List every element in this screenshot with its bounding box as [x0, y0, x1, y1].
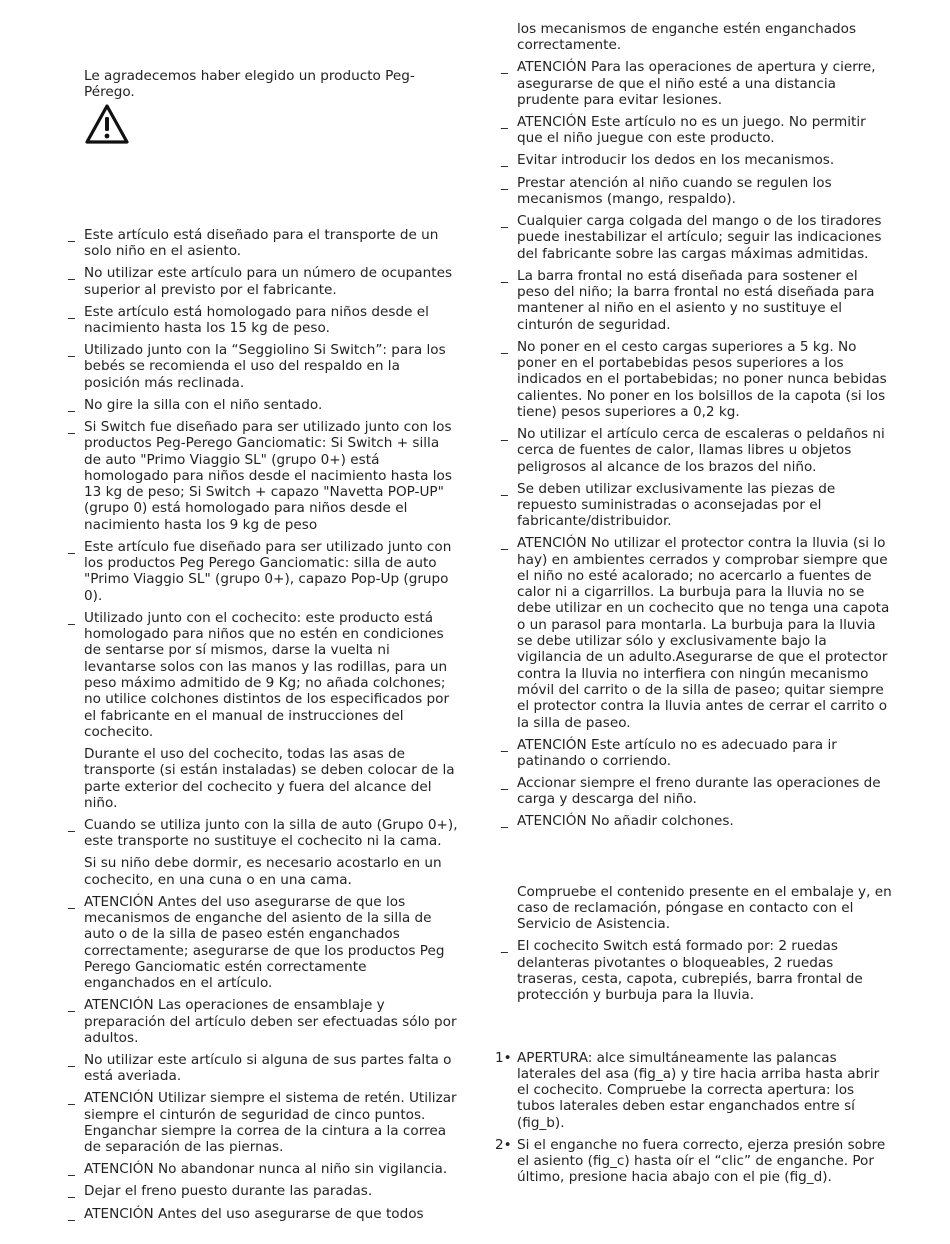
list-item: _ Este artículo fue diseñado para ser utilizado junto con los productos Peg Perego Ganciomatic: silla de auto "Primo Viaggio SL" (grupo 0+), capazo Pop-Up (grupo 0).: [68, 538, 452, 604]
contents-intro: Compruebe el contenido presente en el embalaje y, en caso de reclamación, póngase en contacto con el Servicio de Asistencia.: [517, 883, 892, 933]
intro-text: Le agradecemos haber elegido un producto Peg-Pérego.: [84, 68, 415, 101]
contents-section: [501, 884, 893, 1004]
list-item: _ Dejar el freno puesto durante las paradas.: [68, 1183, 373, 1200]
list-item: _ Accionar siempre el freno durante las operaciones de carga y descarga del niño.: [501, 775, 881, 808]
list-item: _ Utilizado junto con la “Seggiolino Si Switch”: para los bebés se recomienda el uso del respaldo en la posición más reclinada.: [68, 342, 446, 391]
list-item: _ Evitar introducir los dedos en los mecanismos.: [501, 152, 835, 169]
list-item: _ La barra frontal no está diseñada para sostener el peso del niño; la barra frontal no está diseñada para mantener al niño en el asiento y no sustituye el cinturón de seguridad.: [501, 267, 875, 333]
list-item: _ Prestar atención al niño cuando se regulen los mecanismos (mango, respaldo).: [501, 174, 832, 207]
list-item: _ No gire la silla con el niño sentado.: [68, 396, 323, 413]
step-item: 2• Si el enganche no fuera correcto, ejerza presión sobre el asiento (fig_c) hasta oír el “clic” de enganche. Por último, presione hacia abajo con el pie (fig_d).: [495, 1136, 886, 1186]
paragraph: Durante el uso del cochecito, todas las asas de transporte (si están instaladas) se deben colocar de la parte exterior del cochecito y fuera del alcance del niño.: [84, 745, 455, 811]
list-item: _ Cualquier carga colgada del mango o de los tiradores puede inestabilizar el artículo; seguir las indicaciones del fabricante sobre las cargas máximas admitidas.: [501, 212, 882, 262]
list-item: _ Este artículo está homologado para niños desde el nacimiento hasta los 15 kg de peso.: [68, 303, 429, 337]
list-item: _ Se deben utilizar exclusivamente las piezas de repuesto suministradas o aconsejadas por el fabricante/distribuidor.: [501, 480, 836, 530]
list-item: _ No utilizar este artículo para un número de ocupantes superior al previsto por el fabricante.: [68, 265, 453, 298]
list-item: _ El cochecito Switch está formado por: 2 ruedas delanteras pivotantes o bloqueables, 2 ruedas traseras, cesta, capota, cubrepiés, barra frontal de protección y burbuja para la lluvia.: [501, 938, 863, 1004]
list-item: _ Utilizado junto con el cochecito: este producto está homologado para niños que no estén en condiciones de sentarse por sí mismos, darse la vuelta ni levantarse solos con las manos y las rodillas, para un peso máximo admitido de 9 Kg; no añada colchones; no utilice colchones distintos de los especificados por el fabricante en el manual de instrucciones del cochecito.: [68, 609, 450, 740]
list-item: _ ATENCIÓN Antes del uso asegurarse de que los mecanismos de enganche del asiento de la silla de auto o de la silla de paseo estén enganchados correctamente; asegurarse de que los productos Peg Perego Ganciomatic estén correctamente enganchados en el artículo.: [68, 893, 445, 992]
list-item: _ ATENCIÓN Las operaciones de ensamblaje y preparación del artículo deben ser efectuadas sólo por adultos.: [68, 997, 457, 1046]
list-item: _ ATENCIÓN Utilizar siempre el sistema de retén. Utilizar siempre el cinturón de seguridad de cinco puntos. Enganchar siempre la correa de la cintura a la correa de separación de las piernas.: [68, 1090, 457, 1156]
list-item: _ Cuando se utiliza junto con la silla de auto (Grupo 0+), este transporte no sustituye el cochecito ni la cama.: [68, 816, 458, 850]
list-item: _ ATENCIÓN Este artículo no es un juego. No permitir que el niño juegue con este producto.: [501, 114, 866, 147]
list-item: _ ATENCIÓN No añadir colchones.: [501, 813, 734, 830]
continued-text: los mecanismos de enganche estén enganchados correctamente.: [517, 21, 857, 54]
list-item: _ ATENCIÓN Para las operaciones de apertura y cierre, asegurarse de que el niño esté a una distancia prudente para evitar lesiones.: [501, 59, 876, 108]
list-item: _ ATENCIÓN No abandonar nunca al niño sin vigilancia.: [68, 1161, 448, 1178]
paragraph: Si su niño debe dormir, es necesario acostarlo en un cochecito, en una cuna o en una cama.: [84, 855, 442, 888]
steps-section: [495, 1049, 893, 1186]
list-item: _ Este artículo está diseñado para el transporte de un solo niño en el asiento.: [68, 227, 439, 260]
list-item: _ No utilizar el artículo cerca de escaleras o peldaños ni cerca de fuentes de calor, llamas libres u objetos peligrosos al alcance de los brazos del niño.: [501, 425, 885, 475]
list-item: _ ATENCIÓN No utilizar el protector contra la lluvia (si lo hay) en ambientes cerrados y comprobar siempre que el niño no esté acalorado; no acercarlo a fuentes de calor ni a cigarrillos. La burbuja para la lluvia no se debe utilizar en un cochecito que no tenga una capota o un parasol para montarla. La burbuja para la lluvia se debe utilizar sólo y exclusivamente bajo la vigilancia de un adulto.Asegurarse de que el protector contra la lluvia no interfiera con ningún mecanismo móvil del carrito o de la silla de paseo; quitar siempre el protector contra la lluvia antes de cerrar el carrito o la silla de paseo.: [501, 535, 890, 731]
list-item: _ No poner en el cesto cargas superiores a 5 kg. No poner en el portabebidas pesos superiores a los indicados en el portabebidas; no poner nunca bebidas calientes. No poner en los bolsillos de la capota (si los tiene) pesos superiores a 0,2 kg.: [501, 338, 887, 420]
right-column: [495, 21, 893, 1192]
list-item: _ ATENCIÓN Este artículo no es adecuado para ir patinando o corriendo.: [501, 736, 837, 769]
warning-triangle-icon: [84, 103, 130, 145]
step-item: 1• APERTURA: alce simultáneamente las palancas laterales del asa (fig_a) y tire hacia arriba hasta abrir el cochecito. Compruebe la correcta apertura: los tubos laterales deben estar enganchados entre sí (fig_b).: [495, 1049, 880, 1131]
list-item: _ No utilizar este artículo si alguna de sus partes falta o está averiada.: [68, 1052, 452, 1085]
list-item: _ Si Switch fue diseñado para ser utilizado junto con los productos Peg-Perego Ganciomatic: Si Switch + silla de auto "Primo Viaggio SL" (grupo 0+) está homologado para niños desde el nacimiento hasta los 13 kg de peso; Si Switch + capazo "Navetta POP-UP" (grupo 0) está homologado para niños desde el nacimiento hasta los 9 kg de peso: [68, 418, 452, 533]
list-item: _ ATENCIÓN Antes del uso asegurarse de que todos: [68, 1205, 424, 1222]
left-column: [68, 227, 460, 1228]
